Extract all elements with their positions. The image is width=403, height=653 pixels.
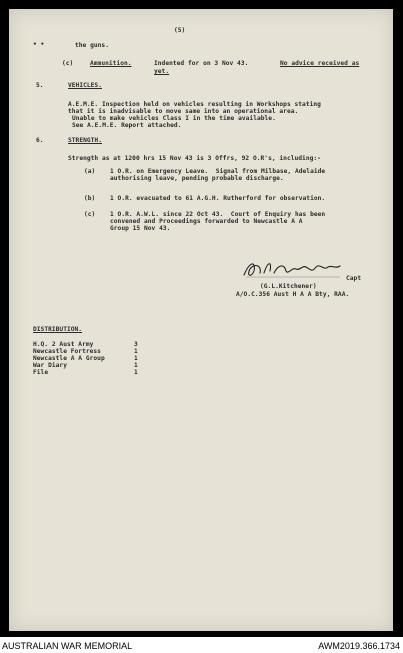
- distribution-recipient: Newcastle Fortress: [33, 348, 101, 355]
- strength-item-line: authorising leave, pending probable discharge.: [110, 175, 284, 182]
- ammunition-text-1b: No advice received as: [280, 60, 360, 67]
- distribution-count: 1: [134, 355, 138, 362]
- distribution-count: 1: [134, 369, 138, 376]
- section-6-heading: STRENGTH.: [68, 137, 102, 144]
- distribution-recipient: War Diary: [33, 362, 67, 369]
- footer-accession-number: AWM2019.366.1734: [318, 641, 400, 651]
- section-5-number: 5.: [36, 82, 44, 89]
- ammunition-heading: Ammunition.: [90, 60, 132, 67]
- page-number: (5): [174, 27, 186, 34]
- strength-item-line: 1 O.R. evacuated to 61 A.G.H. Rutherford for observation.: [110, 195, 326, 202]
- strength-item-line: 1 O.R. on Emergency Leave. Signal from Milbase, Adelaide: [110, 168, 326, 175]
- section-5-line: Unable to make vehicles Class I in the time available.: [72, 115, 276, 122]
- distribution-count: 1: [134, 362, 138, 369]
- signatory-name: (G.L.Kitchener): [260, 283, 317, 290]
- footer-source: AUSTRALIAN WAR MEMORIAL: [2, 641, 133, 651]
- strength-item-line: convened and Proceedings forwarded to Newcastle A A: [110, 218, 303, 225]
- distribution-recipient: H.Q. 2 Aust Army: [33, 341, 94, 348]
- item-c-label: (c): [62, 60, 74, 67]
- distribution-recipient: Newcastle A A Group: [33, 355, 105, 362]
- hole-punch-mark: • •: [33, 41, 45, 48]
- distribution-count: 1: [134, 348, 138, 355]
- section-5-line: A.E.M.E. Inspection held on vehicles resulting in Workshops stating: [68, 101, 321, 108]
- distribution-recipient: File: [33, 369, 49, 376]
- distribution-count: 3: [134, 341, 138, 348]
- ammunition-text-2: yet.: [154, 68, 170, 75]
- distribution-heading: DISTRIBUTION.: [33, 326, 83, 333]
- strength-item-label: (c): [84, 211, 96, 218]
- strength-item-line: 1 O.R. A.W.L. since 22 Oct 43. Court of Enquiry has been: [110, 211, 326, 218]
- section-6-number: 6.: [36, 137, 44, 144]
- section-5-line: See A.E.M.E. Report attached.: [72, 122, 182, 129]
- strength-intro: Strength as at 1200 hrs 15 Nov 43 is 3 Offrs, 92 O.R's, including:-: [68, 155, 321, 162]
- strength-item-line: Group 15 Nov 43.: [110, 225, 171, 232]
- strength-item-label: (b): [84, 195, 96, 202]
- top-line: the guns.: [75, 42, 109, 49]
- signatory-unit: A/O.C.356 Aust H A A Bty, RAA.: [236, 291, 350, 298]
- handwritten-signature: [240, 257, 350, 279]
- section-5-line: that it is inadvisable to move same into an operational area.: [68, 108, 299, 115]
- signatory-rank: Capt: [346, 275, 362, 282]
- strength-item-label: (a): [84, 168, 96, 175]
- section-5-heading: VEHICLES.: [68, 82, 102, 89]
- ammunition-text-1: Indented for on 3 Nov 43.: [154, 60, 249, 67]
